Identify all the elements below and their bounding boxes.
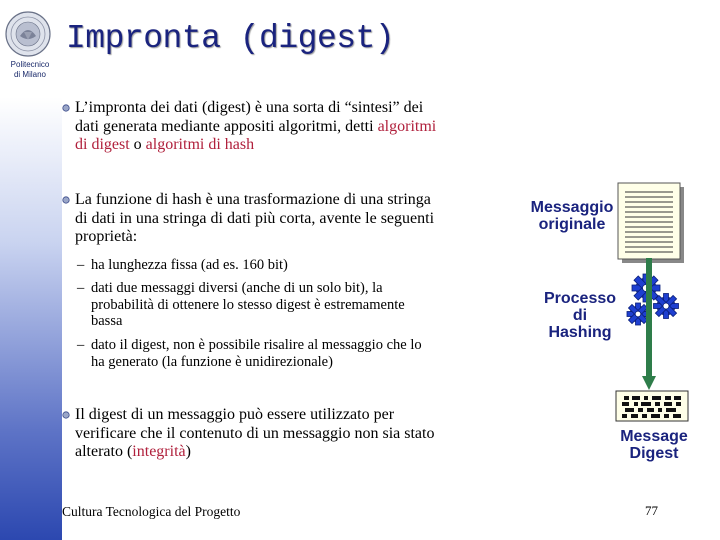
- digest-block-icon: [616, 391, 688, 421]
- subitem-3-line-1: dato il digest, non è possibile risalire al messaggio che lo: [91, 337, 422, 353]
- digest-label: [600, 428, 708, 462]
- dash-marker: –: [77, 337, 85, 353]
- bullet-2-line-1: La funzione di hash è una trasformazione di una stringa: [75, 191, 431, 208]
- bullet-1-line-2: [75, 118, 515, 137]
- bullet-icon: [62, 196, 70, 204]
- footer-text: Cultura Tecnologica del Progetto: [62, 504, 241, 519]
- hashing-diagram: [610, 180, 720, 430]
- bullet-2-line-3: proprietà:: [75, 228, 138, 245]
- subitem-3: [77, 337, 511, 370]
- message-label-line-2: originale: [538, 216, 606, 233]
- logo-text-line-1: Politecnico: [10, 60, 50, 69]
- document-icon: [618, 183, 684, 263]
- bullet-3-line-2: verificare che il contenuto di un messaggio non sia stato: [75, 424, 435, 442]
- university-seal-icon: [4, 10, 52, 58]
- process-label-line-2: di: [572, 307, 588, 324]
- page-number: 77: [645, 503, 658, 518]
- subitem-2-line-2: probabilità di ottenere lo stesso digest è estremamente: [91, 296, 405, 313]
- dash-marker: –: [77, 280, 85, 296]
- subitem-1: [77, 257, 511, 274]
- subitem-1-line-1: ha lunghezza fissa (ad es. 160 bit): [91, 257, 288, 273]
- subitem-2-line-1: dati due messaggi diversi (anche di un solo bit), la: [91, 280, 383, 296]
- subitem-3-line-2: ha generato (la funzione è unidirezionale): [91, 353, 333, 370]
- digest-label-line-2: Digest: [629, 445, 679, 462]
- message-label: [520, 199, 624, 233]
- logo-text: [2, 60, 58, 80]
- bullet-3-line-3: [75, 443, 525, 462]
- bullet-icon: [62, 411, 70, 419]
- bullet-1-line-3: [75, 136, 515, 155]
- bullet-3-line-3-close: ): [185, 443, 191, 460]
- slide-title: Impronta (digest): [66, 20, 395, 57]
- subitem-2-line-3: bassa: [91, 313, 123, 329]
- dash-marker: –: [77, 257, 85, 273]
- bullet-2: [75, 191, 525, 247]
- sidebar-gradient: [0, 0, 62, 540]
- bullet-1-conjunction: o: [133, 136, 142, 153]
- subitem-2: [77, 280, 511, 330]
- bullet-2-line-2: di dati in una stringa di dati più corta, avente le seguenti: [75, 209, 435, 227]
- bullet-3: [75, 406, 525, 462]
- highlight-algoritmi-di-hash: algoritmi di hash: [145, 136, 255, 153]
- logo-text-line-2: di Milano: [13, 70, 46, 79]
- highlight-di-digest: di digest: [75, 136, 130, 153]
- bullet-1-line-2-text: dati generata mediante appositi algoritmi, detti: [75, 117, 374, 135]
- digest-label-line-1: Message: [620, 428, 688, 445]
- bullet-3-line-3-text: alterato (: [75, 443, 133, 460]
- bullet-1-line-1: L’impronta dei dati (digest) è una sorta di “sintesi” dei: [75, 99, 424, 116]
- bullet-1: [75, 99, 515, 155]
- highlight-integrita: integrità: [132, 443, 186, 460]
- message-label-line-1: Messaggio: [530, 199, 614, 216]
- gears-icon: [627, 274, 679, 325]
- process-label-line-3: Hashing: [548, 324, 612, 341]
- highlight-algoritmi: algoritmi: [377, 117, 437, 135]
- bullet-icon: [62, 104, 70, 112]
- process-label-line-1: Processo: [543, 290, 617, 307]
- bullet-3-line-1: Il digest di un messaggio può essere utilizzato per: [75, 406, 395, 423]
